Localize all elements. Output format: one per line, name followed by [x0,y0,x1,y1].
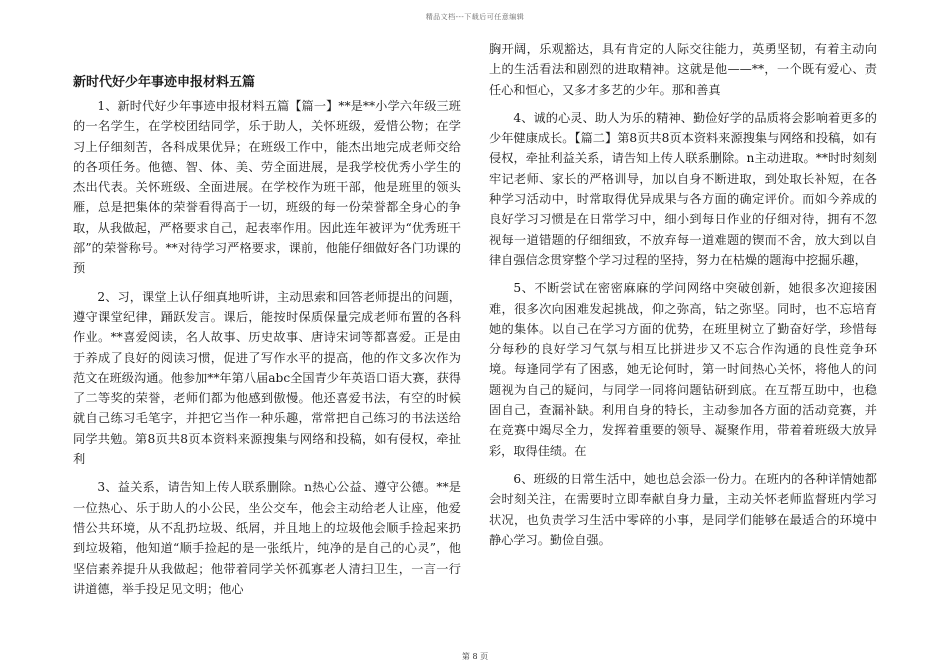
paragraph: 4、诚的心灵、助人为乐的精神、勤俭好学的品质将会影响着更多的少年健康成长。【篇二】第8页共8页本资料来源搜集与网络和投稿，如有侵权，牵扯利益关系，请告知上传人联系删除。n主动进取。**时时刻刻牢记老师、家长的严格训导，加以自身不断进取，到处取长补短，在各种学习活动中，时常取得优异成果与各方面的确定评价。而如今养成的良好学习习惯是在日常学习中，细小到每日作业的仔细对待，拥有不忽视每一道错题的仔细细致，不放弃每一道难题的锲而不舍，放大到以自律自强信念贯穿整个学习过程的坚持，努力在枯燥的题海中挖掘乐趣， [489,110,877,267]
paragraph: 2、习，课堂上认仔细真地听讲，主动思索和回答老师提出的问题，遵守课堂纪律，踊跃发言。课后，能按时保质保量完成老师布置的各科作业。**喜爱阅读，名人故事、历史故事、唐诗宋词等都喜爱。正是由于养成了良好的阅读习惯，促进了写作水平的提高，他的作文多次作为范文在班级沟通。他参加**年第八届abc全国青少年英语口语大赛，获得了二等奖的荣誉，老师们都为他感到傲慢。他还喜爱书法，有空的时候就自己练习毛笔字，并把它当作一种乐趣，常常把自己练习的书法送给同学共勉。第8页共8页本资料来源搜集与网络和投稿，如有侵权，牵扯利 [73,289,461,467]
page-number: 第 8 页 [461,652,489,661]
left-column [73,72,461,607]
right-column [489,39,877,558]
paragraph: 1、新时代好少年事迹申报材料五篇【篇一】**是**小学六年级三班的一名学生，在学校团结同学，乐于助人，关怀班级，爱惜公物；在学习上仔细刻苦，各科成果优异；在班级工作中，能杰出地完成老师交给的各项任务。他德、智、体、美、劳全面进展，是我学校优秀小学生的杰出代表。关怀班级、全面进展。在学校作为班干部，他是班里的领头雁，总是把集体的荣誉看得高于一切，班级的每一份荣誉都全身心的争取，从我做起，严格要求自己，起表率作用。因此连年被评为“优秀班干部”的荣誉称号。**对待学习严格要求，课前，他能仔细做好各门功课的预 [73,99,461,276]
document-title: 新时代好少年事迹申报材料五篇 [73,75,256,90]
paragraph: 6、班级的日常生活中，她也总会添一份力。在班内的各种详情她都会时刻关注，在需要时立即奉献自身力量，主动关怀老师监督班内学习状况，也负责学习生活中零碎的小事，是同学们能够在最适合的环境中静心学习。勤俭自强。 [489,471,877,547]
header-note: 精品文档---下载后可任意编辑 [425,13,525,21]
paragraph-continued: 胸开阔，乐观豁达，具有肯定的人际交往能力，英勇坚韧，有着主动向上的生活看法和剧烈的进取精神。这就是他——**，一个既有爱心、责任心和恒心，又多才多艺的少年。那和善真 [489,42,877,97]
paragraph: 5、不断尝试在密密麻麻的学问网络中突破创新，她很多次迎接困难，很多次向困难发起挑战，仰之弥高，钻之弥坚。同时，也不忘培育她的集体。以自己在学习方面的优势，在班里树立了勤奋好学，珍惜每分每秒的良好学习气氛与相互比拼进步又不忘合作沟通的良性竞争环境。每逢同学有了困惑，她无论何时，第一时间热心关怀，将他人的问题视为自己的疑问，与同学一同将问题钻研到底。在互帮互助中，也稳固自己，查漏补缺。利用自身的特长，主动参加各方面的活动竞赛，并在竞赛中竭尽全力，发挥着重要的领导、凝聚作用，带着着班级大放异彩，取得佳绩。在 [489,281,877,458]
paragraph: 3、益关系，请告知上传人联系删除。n热心公益、遵守公德。**是一位热心、乐于助人的小公民，坐公交车，他会主动给老人让座，他爱惜公共环境，从不乱扔垃圾、纸屑，并且地上的垃圾他会顺手捡起来扔到垃圾箱，他知道“顺手捡起的是一张纸片，纯净的是自己的心灵”，他坚信素养提升从我做起；他带着同学关怀孤寡老人清扫卫生，一言一行讲道德，举手投足见文明；他心 [73,480,461,596]
